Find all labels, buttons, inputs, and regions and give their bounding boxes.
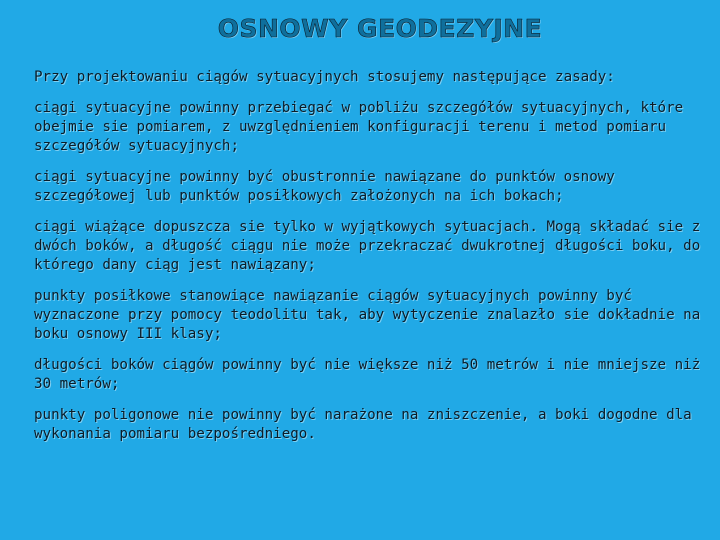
slide-title: OSNOWY GEODEZYJNE: [217, 14, 543, 43]
rule-paragraph: ciągi wiążące dopuszcza sie tylko w wyjątkowych sytuacjach. Mogą składać sie z dwóch boków, a długość ciągu nie może przekraczać dwukrotnej długości boku, do którego dany ciąg jest nawiązany;: [34, 219, 701, 273]
slide-body: [34, 68, 706, 456]
intro-text: Przy projektowaniu ciągów sytuacyjnych stosujemy następujące zasady:: [34, 69, 615, 85]
rule-paragraph: ciągi sytuacyjne powinny przebiegać w pobliżu szczegółów sytuacyjnych, które obejmie sie pomiarem, z uwzględnieniem konfiguracji terenu i metod pomiaru szczegółów sytuacyjnych;: [34, 100, 684, 154]
rule-paragraph: długości boków ciągów powinny być nie większe niż 50 metrów i nie mniejsze niż 30 metrów;: [34, 357, 701, 392]
rule-paragraph: punkty posiłkowe stanowiące nawiązanie ciągów sytuacyjnych powinny być wyznaczone przy pomocy teodolitu tak, aby wytyczenie znalazło sie dokładnie na boku osnowy III klasy;: [34, 288, 701, 342]
rule-paragraph: punkty poligonowe nie powinny być narażone na zniszczenie, a boki dogodne dla wykonania pomiaru bezpośredniego.: [34, 407, 692, 442]
rule-paragraph: ciągi sytuacyjne powinny być obustronnie nawiązane do punktów osnowy szczegółowej lub punktów posiłkowych założonych na ich bokach;: [34, 169, 615, 204]
